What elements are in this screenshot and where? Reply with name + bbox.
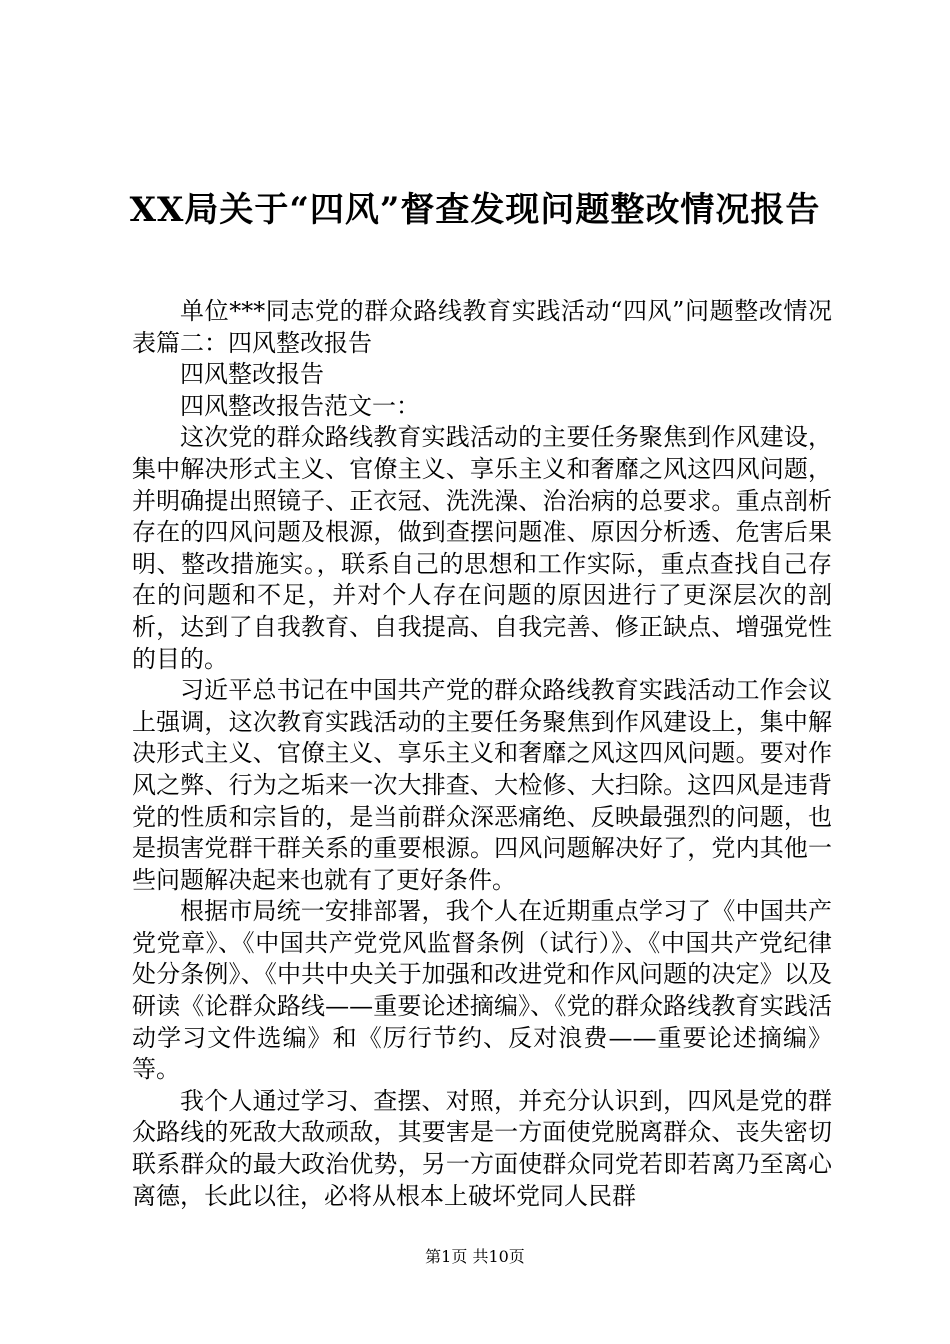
paragraph: 四风整改报告范文一： bbox=[180, 391, 420, 420]
paragraph: 根据市局统一安排部署，我个人在近期重点学习了《中国共产党党章》、《中国共产党党风监督条例（试行）》、《中国共产党纪律处分条例》、《中共中央关于加强和改进党和作风问题的决定》以及研读《论群众路线——重要论述摘编》、《党的群众路线教育实践活动学习文件选编》和《厉行节约、反对浪费——重要论述摘编》等。 bbox=[132, 897, 832, 1084]
page-footer: 第1页 共10页 bbox=[425, 1247, 525, 1266]
paragraph: 我个人通过学习、查摆、对照，并充分认识到，四风是党的群众路线的死敌大敌顽敌，其要害是一方面使党脱离群众、丧失密切联系群众的最大政治优势，另一方面使群众同党若即若离乃至离心离德，长此以往，必将从根本上破坏党同人民群 bbox=[132, 1086, 832, 1210]
document-title: XX局关于“四风”督查发现问题整改情况报告 bbox=[129, 190, 821, 230]
document-body bbox=[132, 296, 832, 1212]
paragraph: 这次党的群众路线教育实践活动的主要任务聚焦到作风建设，集中解决形式主义、官僚主义、享乐主义和奢靡之风这四风问题，并明确提出照镜子、正衣冠、洗洗澡、治治病的总要求。重点剖析存在的四风问题及根源，做到查摆问题准、原因分析透、危害后果明、整改措施实。，联系自己的思想和工作实际，重点查找自己存在的问题和不足，并对个人存在问题的原因进行了更深层次的剖析，达到了自我教育、自我提高、自我完善、修正缺点、增强党性的目的。 bbox=[132, 423, 832, 673]
paragraph: 四风整改报告 bbox=[180, 360, 324, 389]
paragraph: 习近平总书记在中国共产党的群众路线教育实践活动工作会议上强调，这次教育实践活动的主要任务聚焦到作风建设上，集中解决形式主义、官僚主义、享乐主义和奢靡之风这四风问题。要对作风之弊、行为之垢来一次大排查、大检修、大扫除。这四风是违背党的性质和宗旨的，是当前群众深恶痛绝、反映最强烈的问题，也是损害党群干群关系的重要根源。四风问题解决好了，党内其他一些问题解决起来也就有了更好条件。 bbox=[132, 676, 832, 894]
paragraph: 单位***同志党的群众路线教育实践活动“四风”问题整改情况表篇二：四风整改报告 bbox=[132, 297, 832, 357]
